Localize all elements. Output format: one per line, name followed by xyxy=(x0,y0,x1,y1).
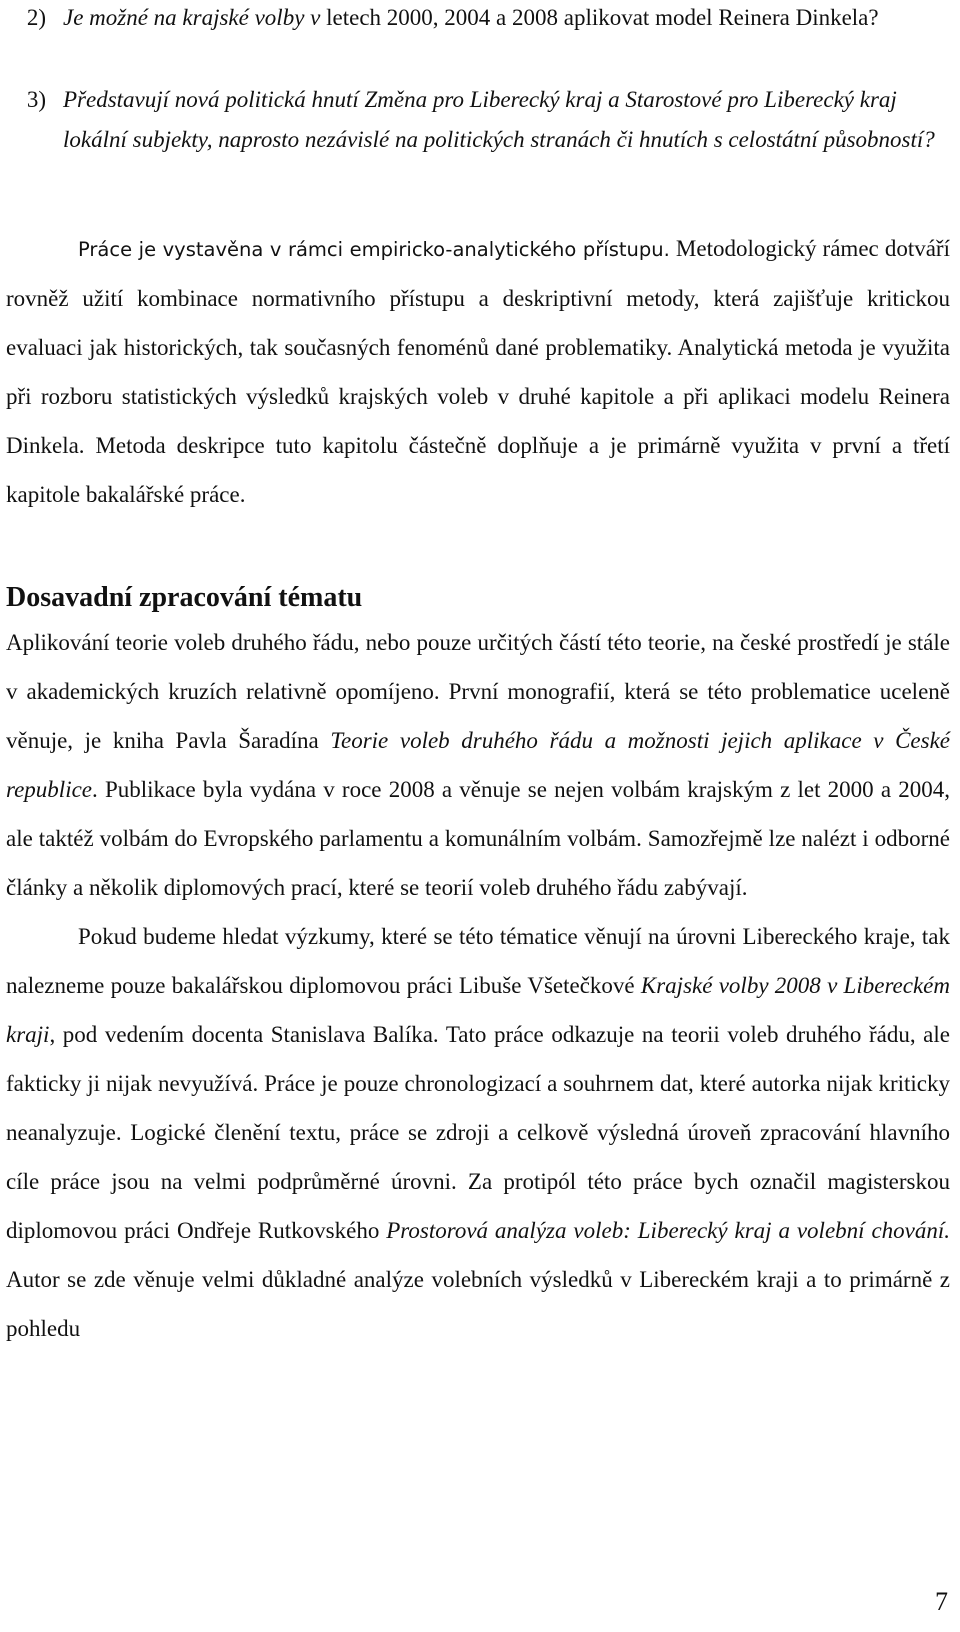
question-italic: Představují nová politická hnutí Změna pro Liberecký kraj a Starostové pro Liberecký kraj lokální subjekty, naprosto nezávislé na politických stranách či hnutích s celostátní působností? xyxy=(63,87,935,152)
question-text xyxy=(63,80,950,160)
question-plain: letech 2000, 2004 a 2008 aplikovat model Reinera Dinkela? xyxy=(320,5,879,30)
document-page xyxy=(6,0,956,1632)
section-heading: Dosavadní zpracování tématu xyxy=(6,582,363,613)
question-number: 2) xyxy=(26,5,46,30)
thesis-title-2: Prostorová analýza voleb: Liberecký kraj a volební chování. xyxy=(386,1218,951,1243)
paragraph-text: , pod vedením docenta Stanislava Balíka. Tato práce odkazuje na teorii voleb druhého řádu, ale fakticky ji nijak nevyužívá. Práce je pouze chronologizací a souhrnem dat, které autorka nijak kriticky neanalyzuje. Logické členění textu, práce se zdroji a celkově výsledná úroveň zpracování hlavního cíle práce jsou na velmi podprůměrné úrovni. Za protipól této práce bych označil magisterskou diplomovou práci Ondřeje Rutkovského xyxy=(6,1022,950,1243)
method-paragraph-lead: Práce je vystavěna v rámci empiricko-analytického přístupu. xyxy=(78,238,670,261)
method-paragraph-body: Metodologický rámec dotváří rovněž užití kombinace normativního přístupu a deskriptivní metody, která zajišťuje kritickou evaluaci jak historických, tak současných fenoménů dané problematiky. Analytická metoda je využita při rozboru statistických výsledků krajských voleb v druhé kapitole a při aplikaci modelu Reinera Dinkela. Metoda deskripce tuto kapitolu částečně doplňuje a je primárně využita v první a třetí kapitole bakalářské práce. xyxy=(6,236,950,507)
paragraph-text: Aplikování teorie voleb druhého řádu, nebo pouze určitých částí této teorie, na české prostředí je stále v akademických kruzích relativně opomíjeno. První monografií, která se této problematice uceleně věnuje, je kniha Pavla Šaradína xyxy=(6,630,950,753)
paragraph-text: Pokud budeme hledat výzkumy, které se této tématice věnují na úrovni Libereckého kraje, tak nalezneme pouze bakalářskou diplomovou práci Libuše Všetečkové xyxy=(6,924,950,998)
method-paragraph xyxy=(6,224,950,519)
paragraph-text: Autor se zde věnuje velmi důkladné analýze volebních výsledků v Libereckém kraji a to primárně z pohledu xyxy=(6,1267,950,1341)
research-question-2 xyxy=(6,0,950,38)
book-title: Teorie voleb druhého řádu a možnosti jejich aplikace v České republice xyxy=(6,728,950,802)
paragraph-text: . Publikace byla vydána v roce 2008 a věnuje se nejen volbám krajským z let 2000 a 2004, ale taktéž volbám do Evropského parlamentu a komunálním volbám. Samozřejmě lze nalézt i odborné články a několik diplomových prací, které se teorií voleb druhého řádu zabývají. xyxy=(6,777,950,900)
thesis-title-1: Krajské volby 2008 v Libereckém kraji xyxy=(6,973,950,1047)
paragraph-liberec-research xyxy=(6,912,950,1353)
question-text xyxy=(63,0,950,38)
question-number: 3) xyxy=(26,87,46,112)
research-question-3 xyxy=(6,80,950,160)
question-italic: Je možné na krajské volby v xyxy=(63,5,321,30)
paragraph-existing-research xyxy=(6,618,950,912)
page-number: 7 xyxy=(935,1587,948,1616)
